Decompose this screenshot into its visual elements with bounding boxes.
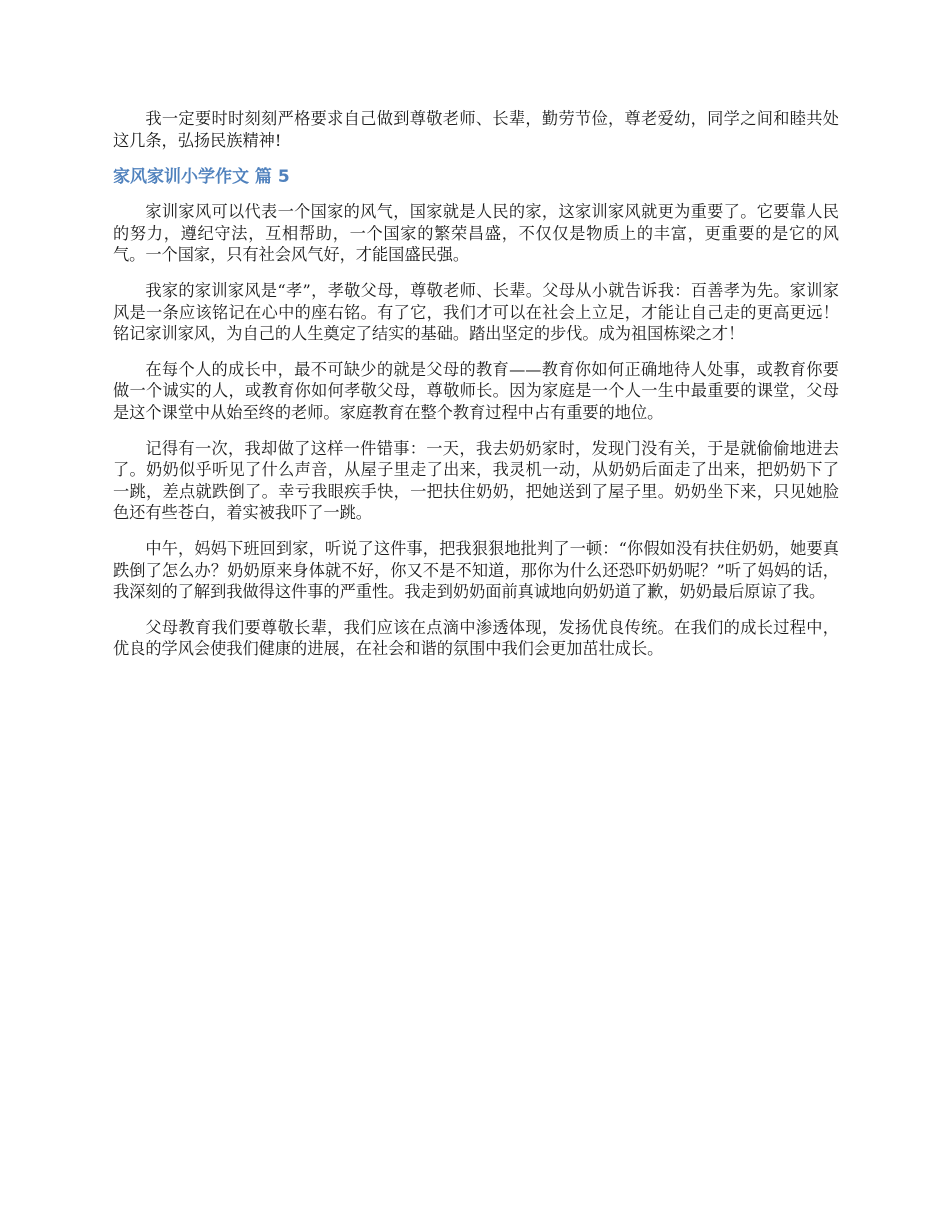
document-page — [113, 108, 839, 674]
body-paragraph-4: 记得有一次，我却做了这样一件错事：一天，我去奶奶家时，发现门没有关，于是就偷偷地进去了。奶奶似乎听见了什么声音，从屋子里走了出来，我灵机一动，从奶奶后面走了出来，把奶奶下了一跳，差点就跌倒了。幸亏我眼疾手快，一把扶住奶奶，把她送到了屋子里。奶奶坐下来，只见她脸色还有些苍白，着实被我吓了一跳。 — [113, 438, 839, 523]
section-heading: 家风家训小学作文 篇 5 — [113, 167, 290, 188]
body-paragraph-2: 我家的家训家风是“孝”，孝敬父母，尊敬老师、长辈。父母从小就告诉我：百善孝为先。家训家风是一条应该铭记在心中的座右铭。有了它，我们才可以在社会上立足，才能让自己走的更高更远！铭记家训家风，为自己的人生奠定了结实的基础。踏出坚定的步伐。成为祖国栋梁之才！ — [113, 280, 839, 344]
intro-paragraph: 我一定要时时刻刻严格要求自己做到尊敬老师、长辈，勤劳节俭，尊老爱幼，同学之间和睦共处这几条，弘扬民族精神! — [113, 109, 839, 150]
body-paragraph-5: 中午，妈妈下班回到家，听说了这件事，把我狠狠地批判了一顿：“你假如没有扶住奶奶，她要真跌倒了怎么办？奶奶原来身体就不好，你又不是不知道，那你为什么还恐吓奶奶呢？”听了妈妈的话，我深刻的了解到我做得这件事的严重性。我走到奶奶面前真诚地向奶奶道了歉，奶奶最后原谅了我。 — [113, 538, 839, 602]
body-paragraph-6: 父母教育我们要尊敬长辈，我们应该在点滴中渗透体现，发扬优良传统。在我们的成长过程中，优良的学风会使我们健康的进展，在社会和谐的氛围中我们会更加茁壮成长。 — [113, 617, 839, 659]
body-paragraph-1: 家训家风可以代表一个国家的风气，国家就是人民的家，这家训家风就更为重要了。它要靠人民的努力，遵纪守法，互相帮助，一个国家的繁荣昌盛，不仅仅是物质上的丰富，更重要的是它的风气。一个国家，只有社会风气好，才能国盛民强。 — [113, 202, 839, 265]
body-paragraph-3: 在每个人的成长中，最不可缺少的就是父母的教育——教育你如何正确地待人处事，或教育你要做一个诚实的人，或教育你如何孝敬父母，尊敬师长。因为家庭是一个人一生中最重要的课堂，父母是这个课堂中从始至终的老师。家庭教育在整个教育过程中占有重要的地位。 — [113, 359, 839, 422]
